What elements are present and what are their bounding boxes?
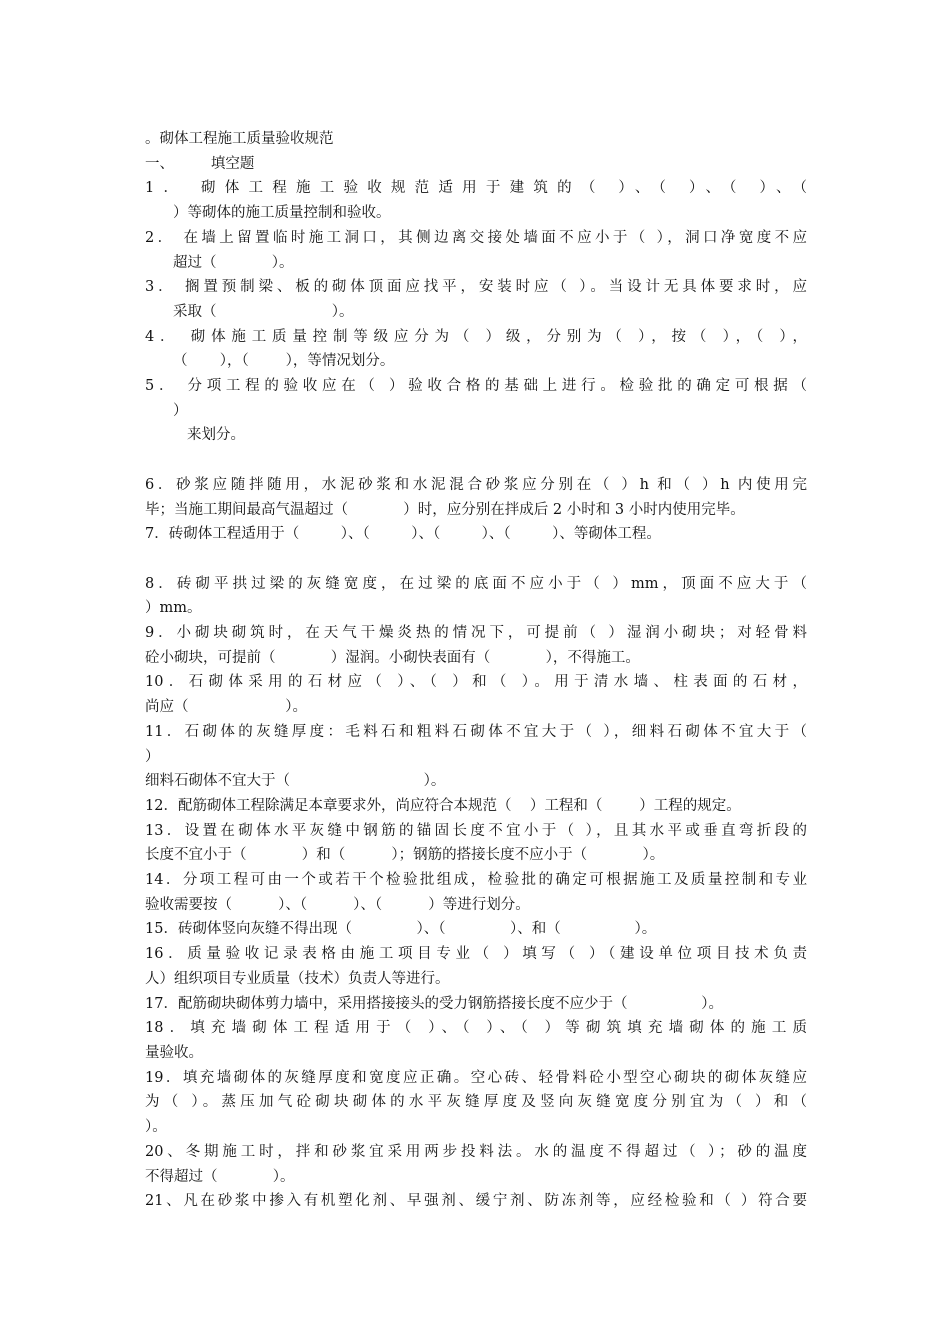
blank-line [145,448,807,473]
question-line: 13．设置在砌体水平灰缝中钢筋的锚固长度不宜小于（ ），且其水平或垂直弯折段的 [145,822,807,839]
question-line: 20、冬期施工时，拌和砂浆宜采用两步投料法。水的温度不得超过（ ）；砂的温度 [145,1143,807,1160]
question-line: 4． 砌体施工质量控制等级应分为（ ）级，分别为（ ），按（ ），（ ）， [145,328,807,345]
question-line: 6．砂浆应随拌随用，水泥砂浆和水泥混合砂浆应分别在（ ）h 和（ ）h 内使用完 [145,476,807,493]
question-line: 19．填充墙砌体的灰缝厚度和宽度应正确。空心砖、轻骨料砼小型空心砌块的砌体灰缝应 [145,1069,807,1086]
question-line: 2． 在墙上留置临时施工洞口，其侧边离交接处墙面不应小于（ ），洞口净宽度不应 [145,229,807,246]
question-line: 量验收。 [145,1044,203,1061]
question-line: ）mm。 [145,600,202,617]
question-line: （ ），（ ），等情况划分。 [173,353,395,370]
question-line: 15．砖砌体竖向灰缝不得出现（ ）、（ ）、和（ ）。 [145,921,657,938]
question-line: 11．石砌体的灰缝厚度：毛料石和粗料石砌体不宜大于（ ），细料石砌体不宜大于（ [145,723,807,740]
question-line: 7．砖砌体工程适用于（ ）、（ ）、（ ）、（ ）、等砌体工程。 [145,526,661,543]
question-line: 9．小砌块砌筑时，在天气干燥炎热的情况下，可提前（ ）湿润小砌块；对轻骨料 [145,625,807,642]
question-line: 16．质量验收记录表格由施工项目专业（ ）填写（ ）（建设单位项目技术负责 [145,946,807,963]
question-line: 尚应（ ）。 [145,699,308,716]
blank-line [145,547,807,572]
question-line: 采取（ ）。 [173,303,354,320]
question-line: 不得超过（ ）。 [145,1168,295,1185]
section-heading: 一、 填空题 [145,155,255,172]
question-line: 21、凡在砂浆中掺入有机塑化剂、早强剂、缓宁剂、防冻剂等，应经检验和（ ）符合要 [145,1193,807,1210]
question-line: 细料石砌体不宜大于（ ）。 [145,773,446,790]
question-line: ）等砌体的施工质量控制和验收。 [173,205,391,222]
question-line: 17．配筋砌块砌体剪力墙中，采用搭接接头的受力钢筋搭接长度不应少于（ ）。 [145,995,723,1012]
document-page [145,127,807,1214]
question-list [145,176,807,1214]
question-line: 来划分。 [187,427,245,444]
document-title: 。砌体工程施工质量验收规范 [145,131,334,147]
question-line: 毕；当施工期间最高气温超过（ ）时，应分别在拌成后 2 小时和 3 小时内使用完毕。 [145,501,745,518]
question-line: 8．砖砌平拱过梁的灰缝宽度，在过梁的底面不应小于（ ）mm，顶面不应大于（ [145,575,807,592]
question-line: 砼小砌块，可提前（ ）湿润。小砌快表面有（ ），不得施工。 [145,649,640,666]
question-line: ）。 [145,1119,167,1136]
question-line: ） [173,402,188,419]
question-line: 5． 分项工程的验收应在（ ）验收合格的基础上进行。检验批的确定可根据（ [145,378,807,395]
question-line: 验收需要按（ ）、（ ）、（ ）等进行划分。 [145,896,530,913]
question-line: 超过（ ）。 [173,254,294,271]
question-line: ） [145,748,160,765]
question-line: 1． 砌体工程施工验收规范适用于建筑的（ ）、（ ）、（ ）、（ [145,180,807,197]
question-line: 人）组织项目专业质量（技术）负责人等进行。 [145,970,450,987]
question-line: 长度不宜小于（ ）和（ ）；钢筋的搭接长度不应小于（ ）。 [145,847,665,864]
question-line: 为（ ）。蒸压加气砼砌块砌体的水平灰缝厚度及竖向灰缝宽度分别宜为（ ）和（ [145,1094,807,1111]
question-line: 14．分项工程可由一个或若干个检验批组成，检验批的确定可根据施工及质量控制和专业 [145,872,807,889]
question-line: 12．配筋砌体工程除满足本章要求外，尚应符合本规范（ ）工程和（ ）工程的规定。 [145,797,741,814]
question-line: 3． 搁置预制梁、板的砌体顶面应找平，安装时应（ ）。当设计无具体要求时，应 [145,279,807,296]
question-line: 18．填充墙砌体工程适用于（ ）、（ ）、（ ）等砌筑填充墙砌体的施工质 [145,1020,807,1037]
question-line: 10．石砌体采用的石材应（ ）、（ ）和（ ）。用于清水墙、柱表面的石材， [145,674,807,691]
